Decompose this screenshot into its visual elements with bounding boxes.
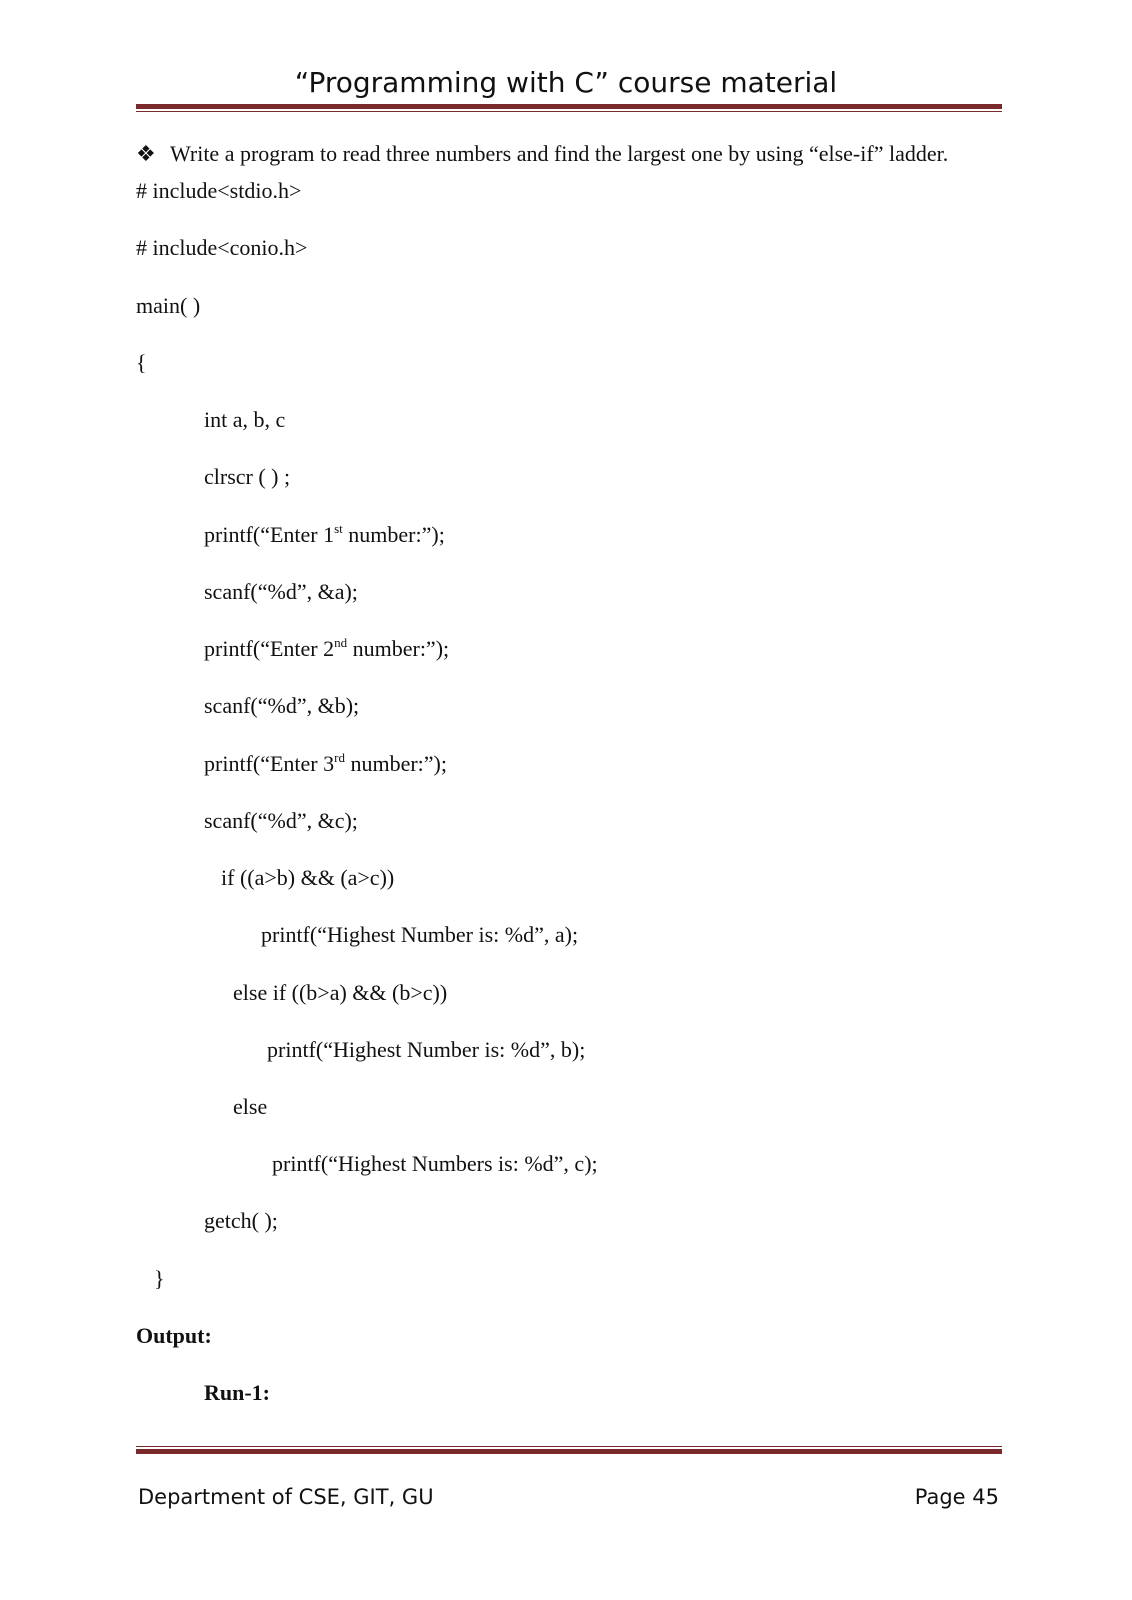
code-printf-1-pre: printf(“Enter 1 xyxy=(204,522,335,547)
code-scanf-3: scanf(“%d”, &c); xyxy=(204,808,358,833)
code-scanf-2: scanf(“%d”, &b); xyxy=(204,693,360,718)
page-title: “Programming with C” course material xyxy=(294,66,838,99)
code-if: if ((a>b) && (a>c)) xyxy=(221,865,395,890)
code-printf-1-sup: st xyxy=(334,521,343,536)
code-getch: getch( ); xyxy=(204,1208,278,1233)
code-clrscr: clrscr ( ) ; xyxy=(204,464,291,489)
header-rule-thick xyxy=(136,104,1002,109)
question-line xyxy=(136,141,948,167)
code-print-c: printf(“Highest Numbers is: %d”, c); xyxy=(272,1151,598,1176)
code-printf-3 xyxy=(204,751,447,777)
code-printf-2 xyxy=(204,636,449,662)
code-else-if: else if ((b>a) && (b>c)) xyxy=(233,980,448,1005)
footer-rule-thin xyxy=(136,1446,1002,1447)
code-declare: int a, b, c xyxy=(204,407,286,432)
code-printf-3-post: number:”); xyxy=(344,751,447,776)
code-printf-3-sup: rd xyxy=(334,750,345,765)
code-printf-2-post: number:”); xyxy=(347,636,450,661)
code-include-stdio: # include<stdio.h> xyxy=(136,178,302,203)
code-printf-1-post: number:”); xyxy=(342,522,445,547)
code-close-brace: } xyxy=(154,1266,165,1291)
output-run-1: Run-1: xyxy=(204,1380,271,1405)
footer-department: Department of CSE, GIT, GU xyxy=(138,1485,434,1509)
code-open-brace: { xyxy=(136,350,147,375)
output-heading: Output: xyxy=(136,1323,212,1348)
code-printf-3-pre: printf(“Enter 3 xyxy=(204,751,335,776)
code-else: else xyxy=(233,1094,268,1119)
footer-rule-thick xyxy=(136,1449,1002,1454)
code-main: main( ) xyxy=(136,293,201,318)
diamond-bullet-icon: ❖ xyxy=(136,141,156,166)
header-rule-thin xyxy=(136,111,1002,112)
code-printf-1 xyxy=(204,522,445,548)
question-text: Write a program to read three numbers and find the largest one by using “else-if” ladder. xyxy=(170,141,949,166)
footer-rule xyxy=(136,1446,1002,1454)
footer-page-number: Page 45 xyxy=(914,1485,999,1509)
code-printf-2-pre: printf(“Enter 2 xyxy=(204,636,335,661)
code-print-b: printf(“Highest Number is: %d”, b); xyxy=(267,1037,586,1062)
header-rule xyxy=(136,104,1002,112)
code-print-a: printf(“Highest Number is: %d”, a); xyxy=(261,922,579,947)
code-printf-2-sup: nd xyxy=(334,635,348,650)
code-scanf-1: scanf(“%d”, &a); xyxy=(204,579,358,604)
code-include-conio: # include<conio.h> xyxy=(136,235,308,260)
